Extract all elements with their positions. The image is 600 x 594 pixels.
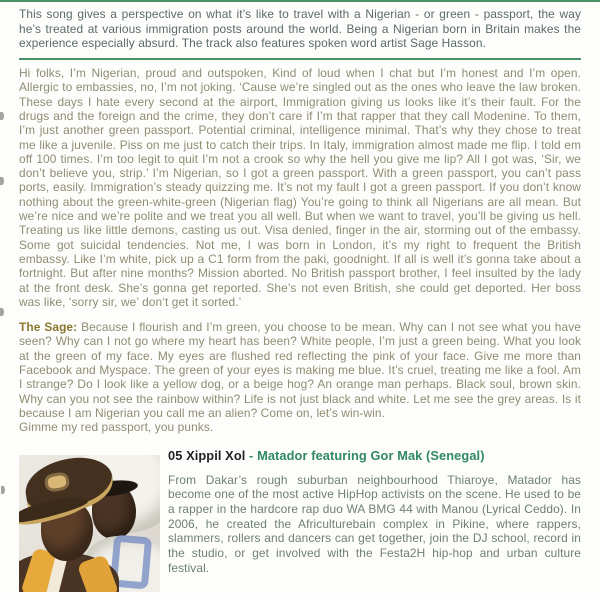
track-description: From Dakar’s rough suburban neighbourhood Thiaroye, Matador has become one of the most active HipHop activists on the scene. He used to be a rapper in the hardcore rap duo WA BMG 44 with Manou (Lyrical Ceddo). In 2006, he created the Africulturebain complex in Pikine, where rappers, slammers, rollers and dancers can get together, join the DJ school, record in the studio, or get involved with the Festa2H hip-hop and urban culture festival. [168, 472, 581, 575]
scan-artifact [0, 308, 4, 316]
sage-paragraph [19, 320, 581, 434]
scan-artifact [0, 177, 4, 185]
track-artist: Matador featuring Gor Mak (Senegal) [257, 447, 485, 463]
divider-intro-lyrics [19, 58, 581, 60]
artist-photo [19, 455, 160, 592]
sage-closing-line: Gimme my red passport, you punks. [19, 420, 214, 435]
sage-label: The Sage: [19, 320, 78, 335]
heading-separator: - [245, 447, 258, 463]
track-text-column [168, 448, 581, 576]
scan-artifact [1, 486, 5, 494]
divider-top [0, 0, 600, 2]
track-heading [168, 448, 581, 463]
track-number-title: 05 Xippil Xol [168, 447, 246, 463]
sage-text: Because I flourish and I’m green, you choose to be mean. Why can I not see what you have seen? Why can I not go where my heart has been? White people, I’m just a green being. What you look at the green of my face. My eyes are flushed red reflecting the pink of your face. Give me more than Facebook and Myspace. The green of your eyes is making me blue. It’s cruel, treating me like a fool. Am I strange? Do I look like a yellow dog, or a beige hog? An orange man perhaps. Black soul, brown skin. Why can you not see the rainbow within? Life is not just black and white. Let me see the grey areas. Is it because I am Nigerian you call me an alien? Come on, let’s win-win. [19, 320, 581, 420]
track-section [19, 448, 581, 592]
page-content [0, 7, 600, 592]
lyrics-paragraph: Hi folks, I’m Nigerian, proud and outspoken, Kind of loud when I chat but I’m honest and I’m open. Allergic to embassies, no, I’m not joking. ‘Cause we’re singled out as the ones who leave the law broken. These days I hate every second at the airport, Immigration giving us looks like it’s their fault. For the drugs and the foreign and the crime, they don’t care if I’m that rapper that they call Modenine. To them, I’m just another green passport. Potential criminal, intelligence minimal. That’s why they chose to treat me like a juvenile. Piss on me just to catch their trips. In Italy, immigration almost made me flip. I told em off 100 times. I’m too legit to quit I’m not a crook so why the hell you give me lip? All I got was, ‘Sir, we don’t believe you, strip.’ I’m Nigerian, so I got a green passport. With a green passport, you can’t pass ports, easily. Immigration’s steady quizzing me. It’s not my fault I got a green passport. If you don’t know nothing about the green-white-green (Nigerian flag) You’re going to think all Nigerians are all mean. But we’re nice and we’re polite and we treat you all well. But when we want to travel, you’ll be giving us hell. Treating us like little demons, casting us out. Visa denied, finger in the air, storming out of the embassy. Some got suicidal tendencies. Not me, I was born in London, it’s my right to frequent the British embassy. Like I’m white, pick up a C1 form from the paki, goodnight. If all is well it’s gonna take about a fortnight. But after nine months? Mission aborted. No British passport brother, I feel insulted by the lady at the front desk. She’s gonna get reported. She’s not even British, she could get deported. Her boss was like, ‘sorry sir, we’ don‘t get it sorted.’ [19, 66, 581, 309]
scan-artifact [0, 112, 4, 120]
intro-paragraph: This song gives a perspective on what it’s like to travel with a Nigerian - or green - passport, the way he’s treated at various immigration posts around the world. Being a Nigerian born in Britain makes the experience especially absurd. The track also features spoken word artist Sage Hasson. [19, 7, 581, 51]
